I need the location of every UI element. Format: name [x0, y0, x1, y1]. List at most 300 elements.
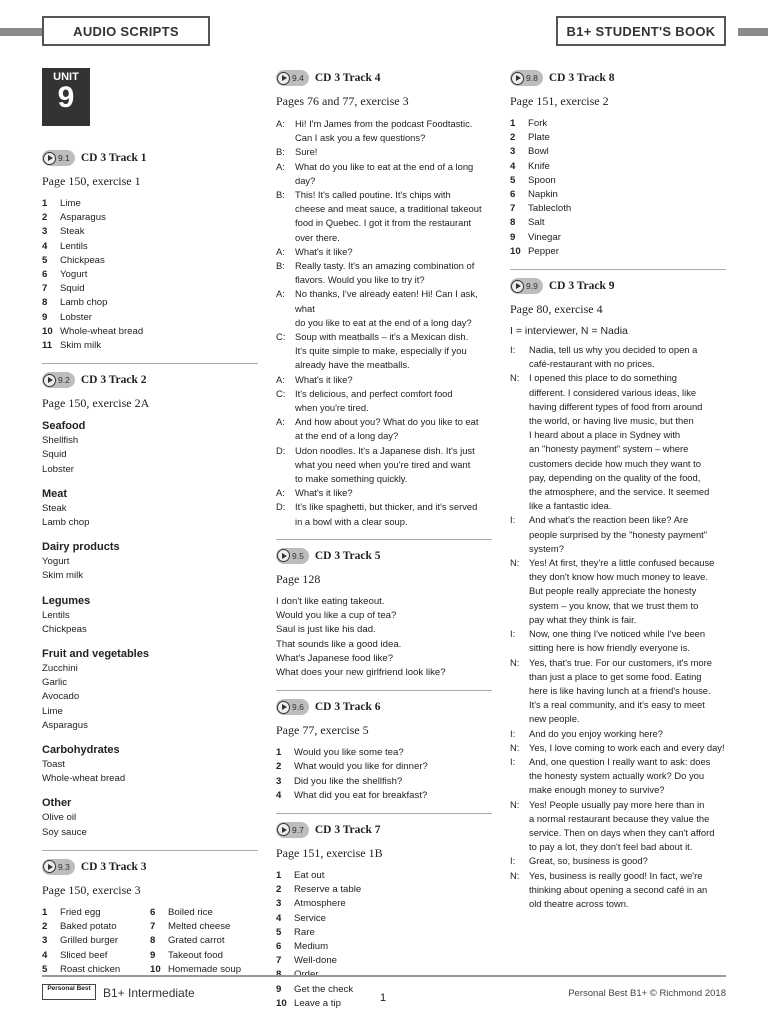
item-number: 9	[42, 311, 48, 323]
item-number: 4	[276, 789, 282, 801]
food-group	[42, 540, 258, 583]
group-item: Steak	[42, 502, 67, 514]
item-text: Melted cheese	[168, 921, 231, 933]
item-text: Whole-wheat bread	[60, 325, 144, 337]
page-number: 1	[380, 992, 387, 1004]
sentence: That sounds like a good idea.	[276, 638, 402, 650]
personal-best-logo: Personal Best	[42, 984, 96, 1000]
numbered-list-left	[42, 906, 150, 977]
item-text: Takeout food	[168, 949, 223, 961]
speaker: A:	[276, 245, 285, 257]
line-text: Udon noodles. It's a Japanese dish. It's just what you need when you're tired and want to make something quickly.	[295, 444, 475, 485]
item-text: Homemade soup	[168, 963, 242, 975]
sentence: I don't like eating takeout.	[276, 595, 385, 607]
line-text: Really tasty. It's an amazing combination of flavors. Would you like to try it?	[295, 260, 475, 286]
line-text: And what's the reaction been like? Are people surprised by the "honesty payment" system?	[529, 514, 708, 554]
play-icon	[277, 823, 290, 836]
dialogue-line	[276, 245, 492, 259]
item-text: Grated carrot	[168, 935, 225, 947]
track-9-6-header	[276, 697, 492, 717]
item-number: 2	[510, 132, 516, 144]
group-item: Lentils	[42, 609, 70, 621]
line-text: Hi! I'm James from the podcast Foodtastic. Can I ask you a few questions?	[295, 118, 473, 144]
item-text: Baked potato	[60, 921, 117, 933]
item-number: 8	[42, 297, 48, 309]
item-number: 10	[276, 997, 287, 1009]
list-item	[276, 912, 492, 926]
list-item	[42, 311, 258, 325]
speaker: A:	[276, 416, 285, 428]
list-item	[510, 216, 726, 230]
item-text: Would you like some tea?	[294, 747, 404, 759]
unit-badge	[42, 68, 90, 126]
list-item	[510, 174, 726, 188]
list-item	[276, 883, 492, 897]
item-text: What would you like for dinner?	[294, 761, 428, 773]
track-number: 9.7	[292, 824, 304, 835]
item-number: 3	[276, 898, 282, 910]
dialogue-line	[276, 486, 492, 500]
numbered-list-right	[150, 906, 258, 977]
speaker: N:	[510, 869, 520, 881]
item-text: Roast chicken	[60, 963, 121, 975]
list-item	[150, 934, 258, 948]
item-number: 10	[150, 963, 161, 975]
numbered-list	[276, 746, 492, 803]
speaker: C:	[276, 387, 286, 399]
dialogue	[510, 343, 726, 911]
page-reference: Page 150, exercise 1	[42, 174, 141, 188]
group-item: Olive oil	[42, 812, 77, 824]
item-text: Steak	[60, 226, 85, 238]
group-heading: Meat	[42, 487, 68, 500]
item-number: 3	[42, 226, 48, 238]
dialogue-line	[276, 188, 492, 245]
list-item	[42, 197, 258, 211]
list-item	[150, 949, 258, 963]
numbered-list	[276, 869, 492, 1011]
dialogue-line	[510, 627, 726, 655]
play-icon	[43, 374, 56, 387]
item-number: 5	[276, 926, 282, 938]
track-9-3-header	[42, 857, 258, 877]
item-text: Lentils	[60, 240, 88, 252]
item-text: Yogurt	[60, 269, 88, 281]
two-column-list	[42, 906, 258, 977]
line-text: It's like spaghetti, but thicker, and it's served in a bowl with a clear soup.	[295, 501, 478, 527]
track-number: 9.9	[526, 281, 538, 292]
list-item	[510, 160, 726, 174]
item-number: 1	[42, 198, 48, 209]
sentence: What's Japanese food like?	[276, 652, 394, 664]
list-item	[42, 254, 258, 268]
dialogue-line	[276, 330, 492, 373]
numbered-list	[510, 117, 726, 259]
line-text: Now, one thing I've noticed while I've been sitting here is how friendly everyone is.	[529, 628, 706, 654]
dialogue-line	[276, 117, 492, 145]
column-1	[42, 68, 258, 977]
line-text: Sure!	[295, 146, 318, 158]
list-item	[510, 188, 726, 202]
speaker: I:	[510, 855, 516, 867]
list-item	[42, 339, 258, 353]
group-item: Garlic	[42, 677, 68, 689]
dialogue-line	[276, 145, 492, 159]
speaker: I:	[510, 755, 516, 767]
speaker-legend: I = interviewer, N = Nadia	[510, 325, 628, 338]
item-number: 6	[276, 940, 282, 952]
page-reference: Pages 76 and 77, exercise 3	[276, 94, 409, 108]
group-heading: Other	[42, 797, 72, 810]
speaker: N:	[510, 557, 520, 569]
list-item	[42, 325, 258, 339]
line-text: It's delicious, and perfect comfort food when you're tired.	[295, 387, 453, 414]
unit-number: 9	[57, 81, 75, 114]
page-reference: Page 151, exercise 1B	[276, 845, 383, 860]
group-item: Lobster	[42, 463, 74, 475]
play-icon	[511, 280, 524, 293]
food-group	[42, 796, 258, 839]
item-number: 4	[510, 160, 516, 172]
divider	[42, 363, 258, 364]
list-item	[150, 920, 258, 934]
food-group	[42, 594, 258, 637]
item-number: 8	[510, 217, 516, 229]
list-item	[510, 231, 726, 245]
track-title: CD 3 Track 4	[314, 72, 381, 84]
dialogue-line	[276, 259, 492, 287]
dialogue	[276, 117, 492, 529]
track-title: CD 3 Track 1	[80, 152, 147, 164]
item-text: Lime	[60, 198, 81, 209]
list-item	[42, 906, 150, 920]
sentence: Saul is just like his dad.	[276, 624, 376, 636]
group-heading: Dairy products	[42, 541, 120, 554]
track-badge[interactable]	[42, 372, 75, 388]
speaker: A:	[276, 487, 285, 499]
track-badge[interactable]	[276, 822, 309, 838]
group-heading: Legumes	[42, 594, 91, 607]
item-number: 10	[510, 245, 521, 257]
track-title: CD 3 Track 7	[314, 823, 381, 836]
play-icon	[511, 72, 524, 85]
speaker: B:	[276, 189, 285, 201]
item-text: Boiled rice	[168, 906, 213, 918]
list-item	[276, 926, 492, 940]
item-text: Knife	[528, 160, 550, 172]
dialogue-line	[276, 444, 492, 487]
track-badge[interactable]	[276, 548, 309, 564]
list-item	[42, 920, 150, 934]
line-text: And how about you? What do you like to eat at the end of a long day?	[295, 416, 479, 442]
dialogue-line	[510, 556, 726, 627]
item-text: Well-done	[294, 955, 338, 967]
item-text: Service	[294, 912, 326, 924]
track-badge[interactable]	[276, 70, 309, 86]
speaker: D:	[276, 444, 286, 456]
item-number: 6	[42, 269, 48, 281]
dialogue-line	[276, 415, 492, 443]
group-heading: Seafood	[42, 420, 86, 433]
item-number: 4	[276, 912, 282, 924]
play-icon	[43, 152, 56, 165]
item-text: Plate	[528, 132, 550, 144]
track-9-1-header	[42, 148, 258, 168]
dialogue-line	[276, 500, 492, 528]
list-item	[42, 296, 258, 310]
page-reference: Page 77, exercise 5	[276, 723, 369, 738]
group-item: Chickpeas	[42, 623, 87, 635]
speaker: A:	[276, 288, 285, 300]
dialogue-line	[510, 656, 726, 727]
line-text: What's it like?	[295, 487, 353, 499]
dialogue-line	[276, 387, 492, 415]
list-item	[42, 211, 258, 225]
play-icon	[277, 549, 290, 562]
item-number: 2	[42, 212, 48, 224]
page-reference: Page 151, exercise 2	[510, 94, 609, 108]
sentence-list	[276, 595, 492, 680]
track-number: 9.4	[292, 73, 304, 83]
item-text: Lamb chop	[60, 297, 108, 309]
header-band-right	[738, 28, 768, 36]
item-text: Sliced beef	[60, 949, 108, 961]
track-badge[interactable]	[42, 150, 75, 166]
dialogue-line	[510, 869, 726, 912]
speaker: I:	[510, 344, 516, 356]
divider	[276, 690, 492, 691]
list-item	[150, 906, 258, 920]
list-item	[42, 225, 258, 239]
item-text: Salt	[528, 217, 545, 229]
list-item	[42, 268, 258, 282]
group-heading: Fruit and vegetables	[42, 648, 149, 661]
line-text: Yes, that's true. For our customers, it's more than just a place to get some food. Eating here is like having lunch at a friend's house. It's a real community, and it's easy to meet new people.	[529, 656, 712, 725]
list-item	[42, 949, 150, 963]
group-item: Whole-wheat bread	[42, 773, 126, 785]
track-badge[interactable]	[276, 699, 309, 715]
item-number: 3	[42, 935, 48, 947]
group-item: Lamb chop	[42, 517, 90, 529]
unit-label: UNIT	[53, 71, 79, 83]
divider	[42, 850, 258, 851]
line-text: Yes, I love coming to work each and every day!	[529, 741, 725, 753]
item-text: Did you like the shellfish?	[294, 775, 403, 787]
page-reference: Page 80, exercise 4	[510, 302, 603, 317]
list-item	[42, 240, 258, 254]
item-text: Bowl	[528, 146, 549, 158]
list-item	[276, 940, 492, 954]
dialogue-line	[276, 373, 492, 387]
track-badge[interactable]	[42, 859, 75, 875]
line-text: What's it like?	[295, 373, 353, 385]
group-item: Soy sauce	[42, 826, 87, 838]
item-number: 7	[276, 955, 282, 967]
item-number: 7	[42, 283, 48, 295]
item-number: 7	[150, 921, 156, 933]
item-number: 2	[276, 761, 282, 773]
track-9-8-header	[510, 68, 726, 88]
list-item	[276, 869, 492, 883]
column-2	[276, 68, 492, 1011]
copyright: Personal Best B1+ © Richmond 2018	[568, 988, 726, 999]
speaker: N:	[510, 372, 520, 384]
header-students-book: B1+ STUDENT'S BOOK	[556, 16, 726, 46]
item-text: Atmosphere	[294, 898, 346, 910]
item-text: Eat out	[294, 869, 325, 881]
item-text: Skim milk	[60, 340, 102, 352]
item-text: Rare	[294, 926, 315, 938]
page-reference: Page 150, exercise 2A	[42, 396, 150, 411]
group-heading: Carbohydrates	[42, 744, 120, 757]
speaker: A:	[276, 160, 285, 172]
track-title: CD 3 Track 9	[548, 280, 615, 293]
item-number: 1	[510, 118, 516, 129]
item-text: Fried egg	[60, 906, 101, 918]
line-text: Soup with meatballs – it's a Mexican dish. It's quite simple to make, especially if you already have the meatballs.	[295, 331, 469, 371]
line-text: And, one question I really want to ask: does the honesty system actually work? Do you make enough money to survive?	[529, 755, 711, 796]
group-item: Yogurt	[42, 556, 70, 568]
list-item	[276, 954, 492, 968]
header-audio-scripts: AUDIO SCRIPTS	[42, 16, 210, 46]
speaker: B:	[276, 146, 285, 158]
line-text: Great, so, business is good?	[529, 855, 648, 867]
track-number: 9.8	[526, 73, 538, 83]
play-icon	[43, 860, 56, 873]
list-item	[276, 746, 492, 760]
list-item	[510, 145, 726, 159]
speaker: A:	[276, 373, 285, 385]
track-number: 9.1	[58, 153, 70, 163]
divider	[276, 813, 492, 814]
item-text: Vinegar	[528, 231, 561, 243]
item-number: 6	[510, 189, 516, 201]
item-number: 2	[276, 884, 282, 896]
item-number: 3	[276, 775, 282, 787]
group-item: Toast	[42, 759, 65, 771]
item-number: 1	[276, 747, 282, 759]
divider	[276, 539, 492, 540]
sentence: Would you like a cup of tea?	[276, 610, 397, 622]
line-text: Nadia, tell us why you decided to open a café-restaurant with no prices.	[529, 344, 698, 370]
food-group	[42, 743, 258, 786]
item-number: 9	[276, 983, 282, 995]
sentence: What does your new girlfriend look like?	[276, 666, 446, 678]
speaker: N:	[510, 798, 520, 810]
speaker: I:	[510, 727, 516, 739]
line-text: What do you like to eat at the end of a long day?	[295, 160, 474, 186]
page-reference: Page 150, exercise 3	[42, 882, 141, 897]
track-title: CD 3 Track 5	[314, 549, 381, 562]
item-number: 11	[42, 340, 53, 352]
line-text: This! It's called poutine. It's chips with cheese and meat sauce, a traditional takeout food in Quebec. I got it from the restaurant over there.	[295, 189, 482, 243]
numbered-list	[42, 197, 258, 353]
group-item: Avocado	[42, 691, 80, 703]
food-group	[42, 647, 258, 733]
dialogue-line	[510, 727, 726, 741]
dialogue-line	[510, 741, 726, 755]
item-number: 10	[42, 325, 53, 337]
speaker: D:	[276, 501, 286, 513]
list-item	[276, 897, 492, 911]
item-text: Tablecloth	[528, 203, 572, 215]
item-text: Fork	[528, 118, 548, 129]
item-text: Asparagus	[60, 212, 106, 224]
item-text: Order	[294, 969, 319, 981]
dialogue-line	[510, 798, 726, 855]
item-number: 5	[42, 963, 48, 975]
list-item	[42, 282, 258, 296]
speaker: I:	[510, 628, 516, 640]
speaker: N:	[510, 741, 520, 753]
item-number: 9	[150, 949, 156, 961]
item-number: 4	[42, 240, 48, 252]
dialogue-line	[510, 854, 726, 868]
item-text: What did you eat for breakfast?	[294, 789, 428, 801]
item-text: Lobster	[60, 311, 92, 323]
item-number: 2	[42, 921, 48, 933]
track-9-5-header	[276, 546, 492, 566]
item-text: Medium	[294, 940, 329, 952]
group-item: Lime	[42, 705, 63, 717]
speaker: C:	[276, 331, 286, 343]
list-item	[510, 245, 726, 259]
track-badge[interactable]	[510, 278, 543, 294]
track-title: CD 3 Track 3	[80, 860, 147, 873]
track-number: 9.2	[58, 375, 70, 386]
item-text: Napkin	[528, 189, 558, 201]
item-number: 3	[510, 146, 516, 158]
item-number: 8	[150, 935, 156, 947]
track-9-9-header	[510, 276, 726, 296]
item-number: 5	[510, 174, 516, 186]
footer-divider	[42, 975, 726, 977]
line-text: What's it like?	[295, 245, 353, 257]
group-item: Zucchini	[42, 663, 78, 675]
list-item	[510, 117, 726, 131]
list-item	[510, 202, 726, 216]
item-text: Get the check	[294, 983, 354, 995]
speaker: B:	[276, 260, 285, 272]
dialogue-line	[510, 513, 726, 556]
item-text: Pepper	[528, 245, 559, 257]
track-badge[interactable]	[510, 70, 543, 86]
item-number: 8	[276, 969, 282, 981]
dialogue-line	[510, 371, 726, 513]
item-number: 1	[276, 869, 282, 881]
play-icon	[277, 72, 290, 85]
footer-level: B1+ Intermediate	[103, 986, 195, 1000]
play-icon	[277, 701, 290, 714]
group-item: Shellfish	[42, 435, 79, 447]
track-title: CD 3 Track 6	[314, 701, 381, 714]
track-number: 9.3	[58, 861, 70, 872]
item-text: Reserve a table	[294, 884, 362, 896]
line-text: No thanks, I've already eaten! Hi! Can I ask, what do you like to eat at the end of a long day?	[295, 288, 478, 328]
item-text: Squid	[60, 283, 85, 295]
food-group	[42, 487, 258, 530]
track-number: 9.5	[292, 550, 304, 561]
dialogue-line	[276, 287, 492, 330]
food-groups	[42, 419, 258, 840]
line-text: And do you enjoy working here?	[529, 727, 663, 739]
group-item: Squid	[42, 449, 67, 461]
speaker: A:	[276, 118, 285, 129]
list-item	[276, 789, 492, 803]
group-item: Asparagus	[42, 719, 88, 731]
line-text: Yes! At first, they're a little confused because they don't know how much money to leave. But people really appreciate the honesty system – you know, that we trust them to pay what they think is fair.	[529, 557, 715, 625]
page-reference: Page 128	[276, 571, 321, 586]
